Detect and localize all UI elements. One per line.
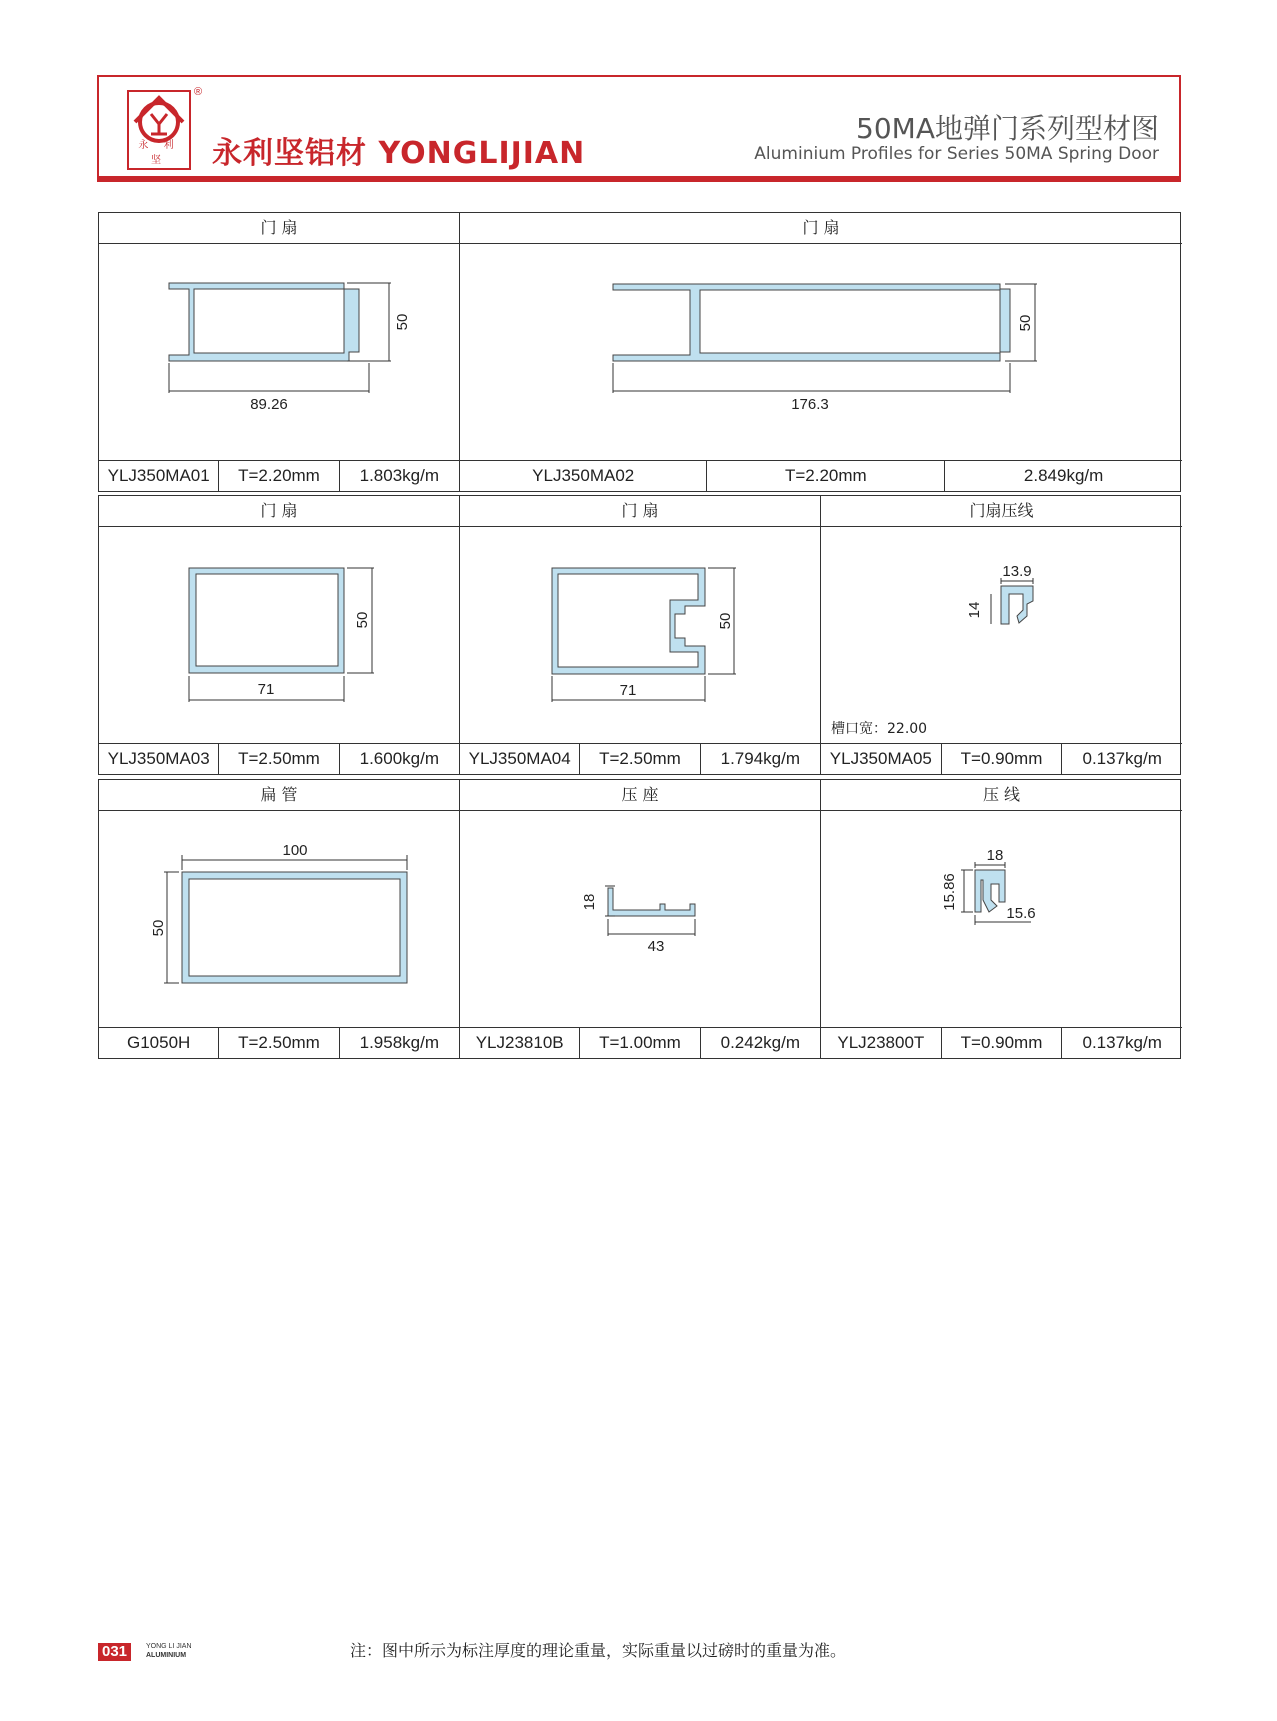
dim-depth: 15.6 bbox=[1006, 905, 1036, 922]
footer-brand bbox=[146, 1642, 192, 1660]
profile-title: 门 扇 bbox=[99, 496, 459, 527]
profile-cell bbox=[99, 780, 460, 1058]
profile-model: G1050H bbox=[99, 1028, 219, 1058]
profile-spec bbox=[460, 743, 820, 774]
brand-logo bbox=[127, 90, 191, 170]
footer-brand-line2: ALUMINIUM bbox=[146, 1652, 187, 1659]
profile-drawing bbox=[821, 810, 1182, 1028]
profile-thickness: T=1.00mm bbox=[580, 1028, 700, 1058]
page-subtitle: Aluminium Profiles for Series 50MA Spring Door bbox=[754, 144, 1159, 164]
dim-width: 43 bbox=[647, 938, 665, 955]
profile-model: YLJ23810B bbox=[460, 1028, 580, 1058]
profile-title: 门 扇 bbox=[99, 213, 459, 244]
profile-title: 扁 管 bbox=[99, 780, 459, 811]
dim-width: 13.9 bbox=[1002, 563, 1032, 580]
profile-cell bbox=[99, 213, 460, 491]
profile-weight: 1.803kg/m bbox=[359, 466, 440, 485]
dim-height: 50 bbox=[150, 919, 167, 937]
profile-thickness: T=2.20mm bbox=[707, 461, 945, 491]
profile-spec bbox=[821, 743, 1182, 774]
profile-row-1 bbox=[98, 212, 1181, 492]
profile-weight: 0.242kg/m bbox=[720, 1033, 801, 1052]
weight-note: 注：图中所示为标注厚度的理论重量，实际重量以过磅时的重量为准。 bbox=[350, 1641, 847, 1660]
profile-weight: 1.600kg/m bbox=[359, 749, 440, 768]
profile-title: 门 扇 bbox=[460, 496, 820, 527]
profile-row-3 bbox=[98, 779, 1181, 1059]
profile-model: YLJ350MA03 bbox=[99, 744, 219, 774]
profile-model: YLJ350MA02 bbox=[460, 461, 707, 491]
registered-mark: ® bbox=[194, 86, 203, 98]
profile-drawing bbox=[460, 526, 820, 744]
profile-cell bbox=[460, 780, 821, 1058]
dim-height: 15.86 bbox=[941, 873, 958, 911]
profile-weight: 2.849kg/m bbox=[1023, 466, 1104, 485]
profile-drawing bbox=[460, 243, 1182, 461]
profile-drawing bbox=[99, 526, 459, 744]
profile-thickness: T=2.50mm bbox=[580, 744, 700, 774]
profile-model: YLJ23800T bbox=[821, 1028, 942, 1058]
profile-weight: 1.958kg/m bbox=[359, 1033, 440, 1052]
profile-drawing bbox=[460, 810, 820, 1028]
profile-thickness: T=2.50mm bbox=[219, 744, 339, 774]
profile-cell bbox=[460, 496, 821, 774]
page-number: 031 bbox=[98, 1643, 131, 1661]
header-bar bbox=[97, 176, 1181, 182]
profile-drawing bbox=[99, 810, 459, 1028]
profile-cell bbox=[99, 496, 460, 774]
profile-spec bbox=[821, 1027, 1182, 1058]
profile-cell bbox=[460, 213, 1182, 491]
slot-width-note: 槽口宽：22.00 bbox=[831, 721, 928, 737]
profile-spec bbox=[99, 460, 459, 491]
dim-width: 18 bbox=[986, 847, 1004, 864]
profile-thickness: T=0.90mm bbox=[942, 1028, 1063, 1058]
profile-spec bbox=[460, 460, 1182, 491]
footer-brand-line1: YONG LI JIAN bbox=[146, 1643, 192, 1650]
page-title: 50MA地弹门系列型材图 bbox=[856, 112, 1159, 145]
profile-model: YLJ350MA05 bbox=[821, 744, 942, 774]
dim-height: 50 bbox=[394, 313, 411, 331]
dim-height: 18 bbox=[581, 893, 598, 911]
logo-chars: 永 利 坚 bbox=[138, 140, 180, 166]
dim-width: 176.3 bbox=[791, 396, 829, 413]
profile-weight: 0.137kg/m bbox=[1082, 1033, 1162, 1052]
profile-title: 门扇压线 bbox=[821, 496, 1182, 527]
dim-width: 71 bbox=[257, 681, 275, 698]
dim-height: 50 bbox=[717, 612, 734, 630]
dim-width: 100 bbox=[282, 842, 308, 859]
profile-spec bbox=[460, 1027, 820, 1058]
dim-height: 14 bbox=[966, 601, 983, 619]
dim-height: 50 bbox=[1017, 314, 1034, 332]
dim-width: 89.26 bbox=[250, 396, 288, 413]
profile-weight: 0.137kg/m bbox=[1082, 749, 1162, 768]
profile-cell bbox=[821, 496, 1182, 774]
profile-thickness: T=2.20mm bbox=[219, 461, 339, 491]
profile-model: YLJ350MA01 bbox=[99, 461, 219, 491]
profile-weight: 1.794kg/m bbox=[720, 749, 801, 768]
profile-drawing bbox=[821, 526, 1182, 744]
profile-drawing bbox=[99, 243, 459, 461]
profile-cell bbox=[821, 780, 1182, 1058]
profile-model: YLJ350MA04 bbox=[460, 744, 580, 774]
dim-width: 71 bbox=[619, 682, 637, 699]
profile-thickness: T=0.90mm bbox=[942, 744, 1063, 774]
dim-height: 50 bbox=[354, 611, 371, 629]
profile-title: 门 扇 bbox=[460, 213, 1182, 244]
brand-name: 永利坚铝材 YONGLIJIAN bbox=[212, 136, 586, 171]
profile-spec bbox=[99, 743, 459, 774]
profile-spec bbox=[99, 1027, 459, 1058]
profile-row-2 bbox=[98, 495, 1181, 775]
profile-title: 压 线 bbox=[821, 780, 1182, 811]
profile-thickness: T=2.50mm bbox=[219, 1028, 339, 1058]
profile-title: 压 座 bbox=[460, 780, 820, 811]
